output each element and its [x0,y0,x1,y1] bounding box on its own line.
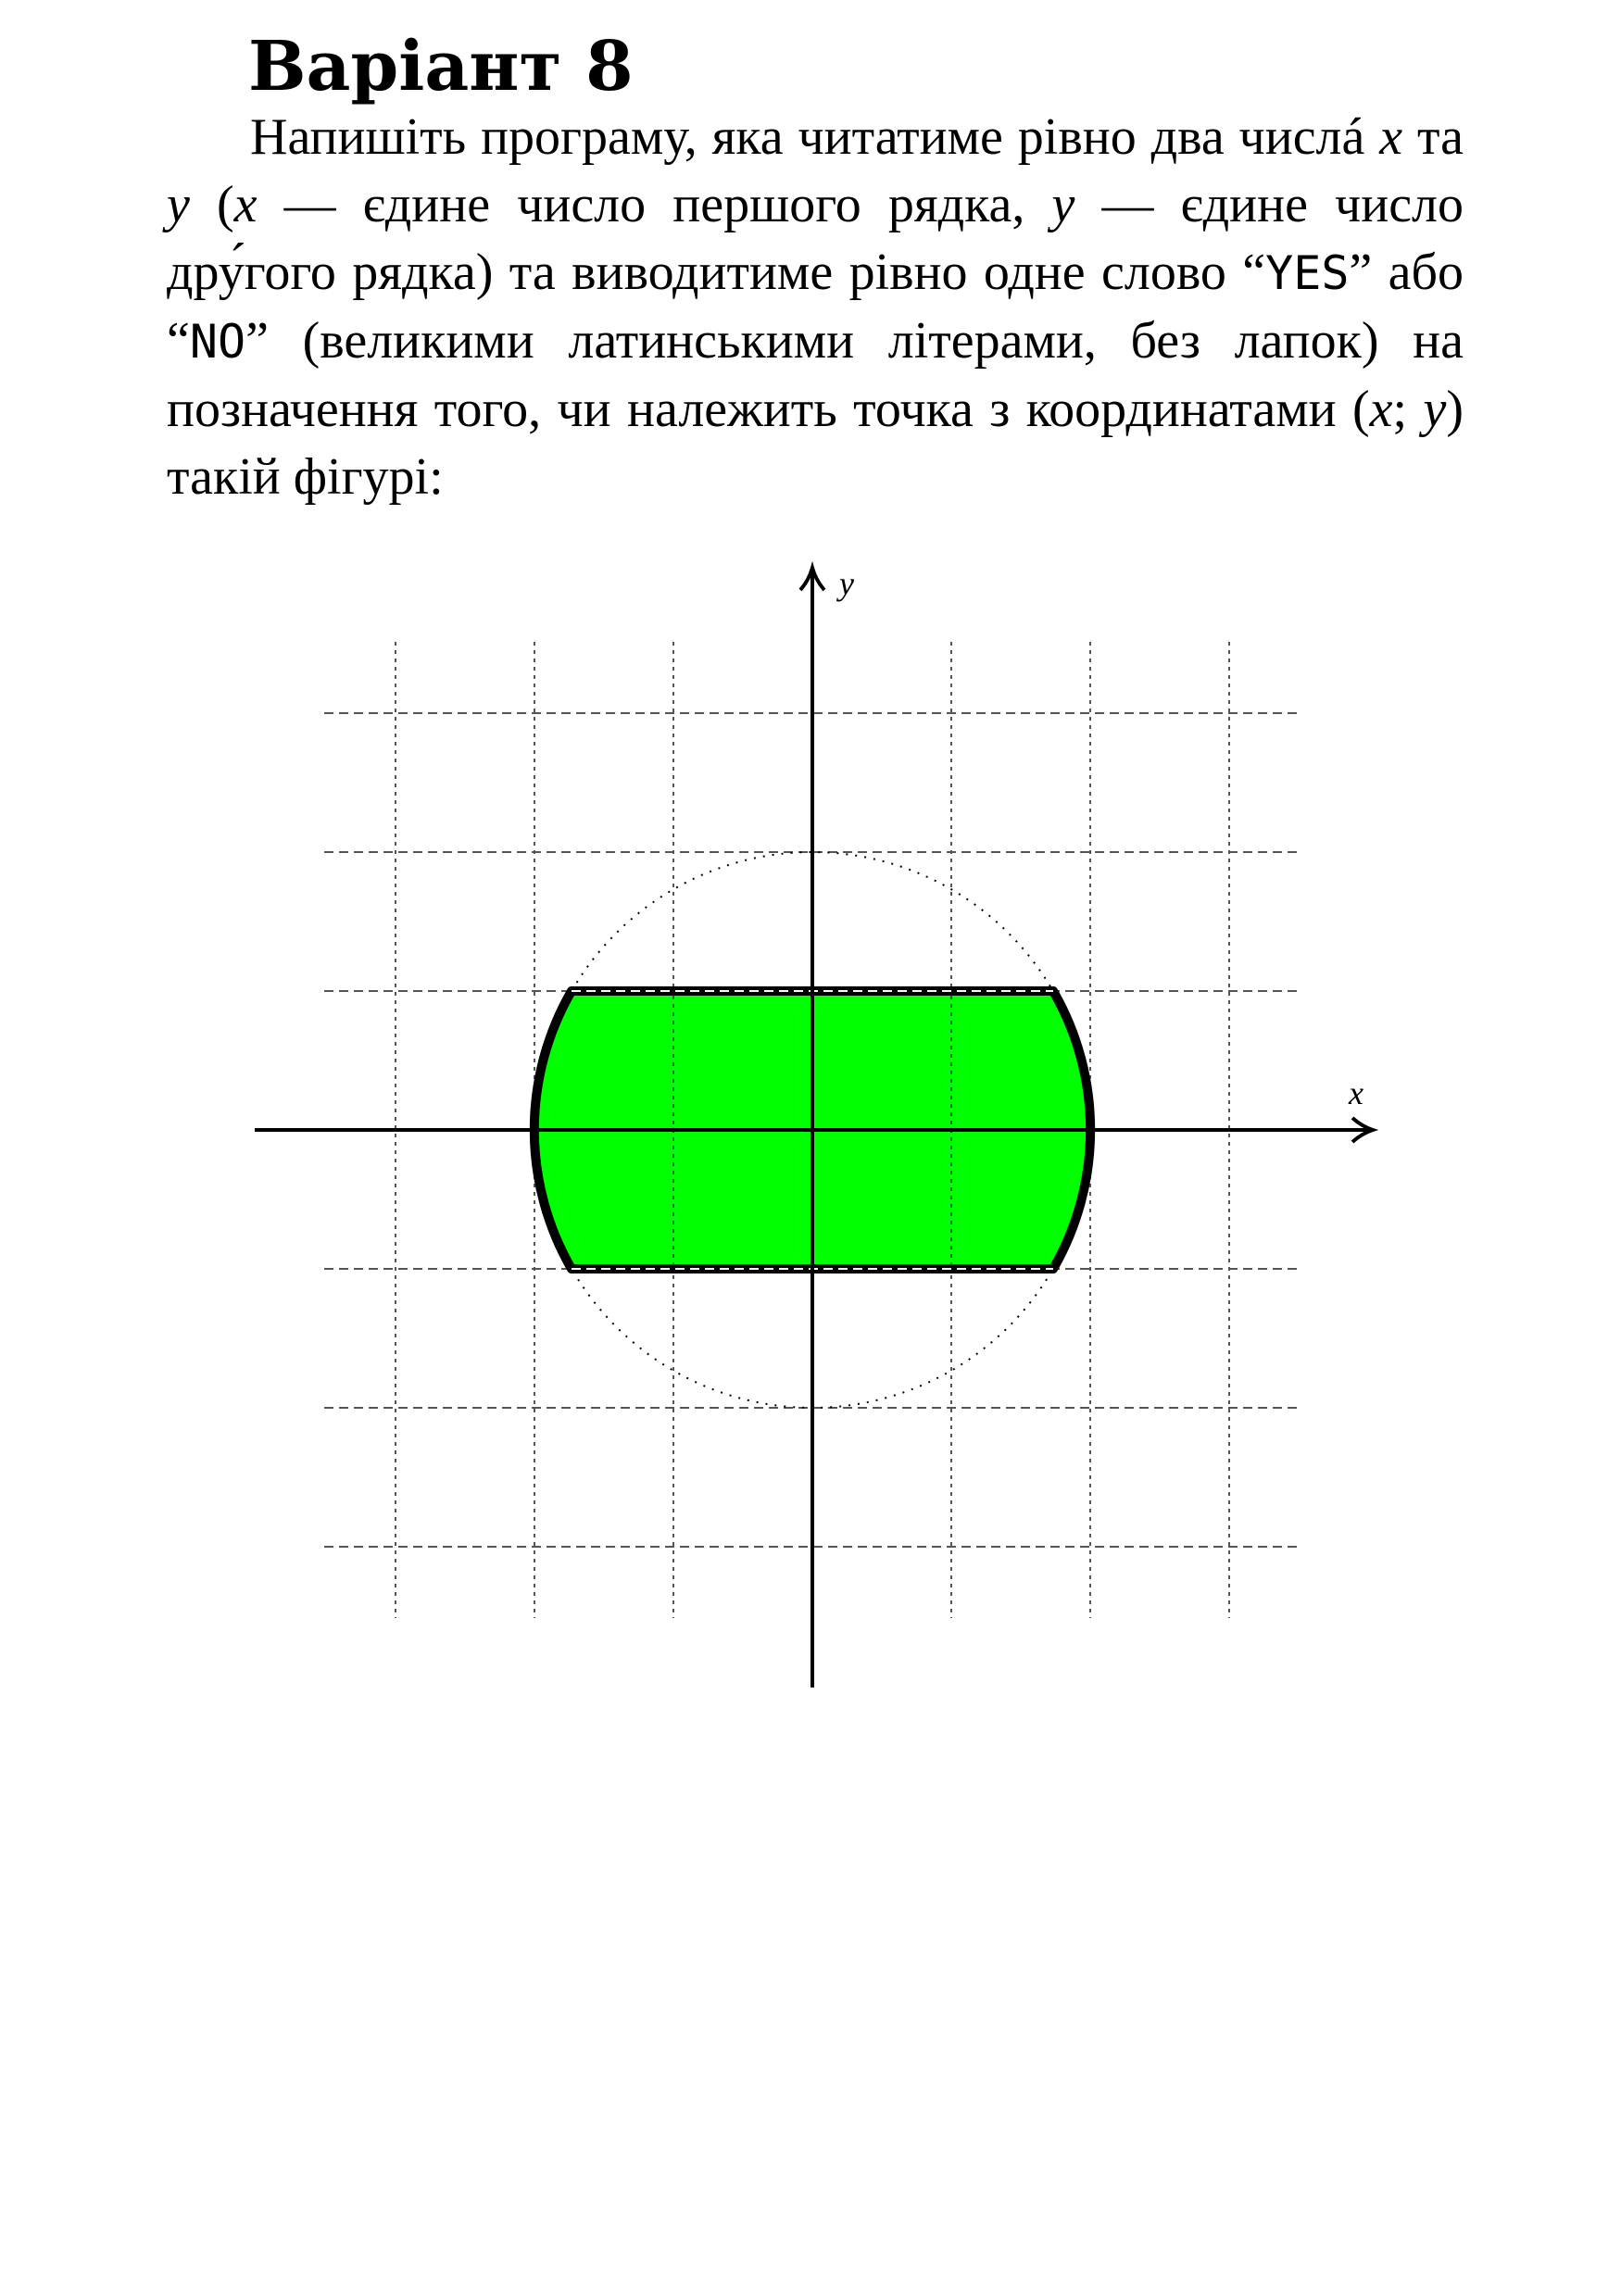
page-title: Варіант 8 [248,27,634,107]
text-segment: — єдине число дру́гого рядка) та виводитиме рівно одне слово “ [167,176,1464,301]
text-segment: Напишіть програму, яка читатиме рівно два числá [250,108,1380,166]
axes [255,568,1373,1687]
math-y: y [1423,381,1447,438]
math-x: x [1379,108,1403,166]
text-segment: ” (великими латинськими літерами, без лапок) на позначення того, чи належить точка з координатами ( [167,312,1464,438]
text-segment: — єдине число першого рядка, [257,176,1052,233]
yes-keyword: YES [1265,246,1350,300]
text-segment: ) такій фігурі: [167,381,1464,506]
math-y: y [1051,176,1075,233]
text-segment: та [1402,108,1464,166]
text-segment: ; [1392,381,1424,438]
math-x: x [233,176,258,233]
no-keyword: NO [189,315,246,369]
text-segment: ” або “ [167,244,1464,370]
math-y: y [167,176,190,233]
y-axis-label: y [839,565,854,602]
math-x: x [1369,381,1393,438]
text-segment: ( [189,176,234,233]
x-axis-label: x [1349,1074,1363,1111]
